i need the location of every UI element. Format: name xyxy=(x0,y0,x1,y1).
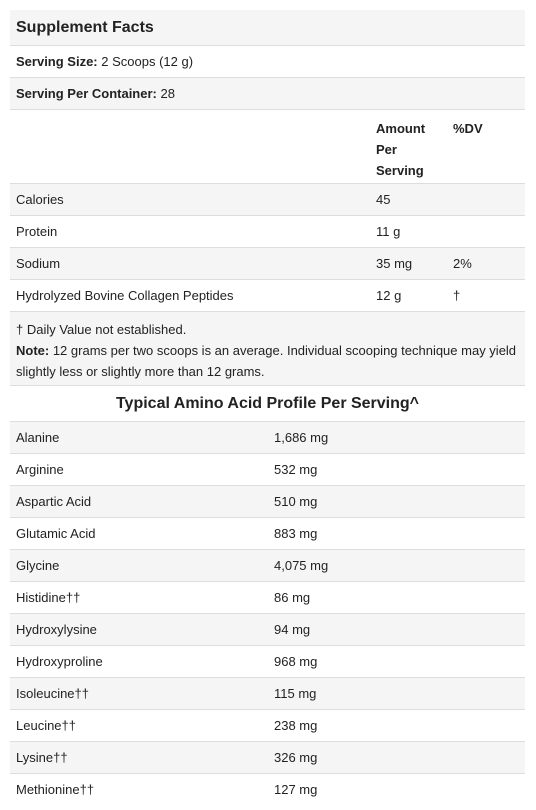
amino-acid-amount: 127 mg xyxy=(274,782,318,797)
amino-acid-row xyxy=(10,453,525,485)
supplement-facts-panel xyxy=(10,10,525,805)
serving-note xyxy=(16,340,519,382)
amino-acid-amount: 238 mg xyxy=(274,718,318,733)
nutrient-dv: 2% xyxy=(453,256,472,271)
nutrient-amount: 12 g xyxy=(376,288,402,303)
amino-acid-name: Isoleucine†† xyxy=(16,686,89,701)
nutrient-name: Protein xyxy=(16,224,58,239)
amino-acid-amount: 326 mg xyxy=(274,750,318,765)
amino-acid-row xyxy=(10,741,525,773)
nutrient-amount: 35 mg xyxy=(376,256,413,271)
amino-acid-profile-title: Typical Amino Acid Profile Per Serving^ xyxy=(10,385,525,421)
nutrient-row xyxy=(10,247,525,279)
amino-acid-row xyxy=(10,485,525,517)
amino-acid-name: Hydroxylysine xyxy=(16,622,97,637)
nutrient-header-row xyxy=(10,109,525,183)
amino-acid-amount: 115 mg xyxy=(274,686,317,701)
nutrient-row xyxy=(10,215,525,247)
amino-acid-name: Methionine†† xyxy=(16,782,95,797)
amino-acid-row xyxy=(10,645,525,677)
note-text: 12 grams per two scoops is an average. Individual scooping technique may yield slightly less or slightly more than 12 grams. xyxy=(16,343,517,379)
amino-acid-name: Glutamic Acid xyxy=(16,526,96,541)
amino-acid-row xyxy=(10,517,525,549)
nutrient-dv: † xyxy=(453,288,461,303)
amino-acid-amount: 968 mg xyxy=(274,654,318,669)
amino-acid-amount: 94 mg xyxy=(274,622,311,637)
daily-value-footnote: † Daily Value not established. xyxy=(16,322,187,337)
amino-acid-amount: 4,075 mg xyxy=(274,558,329,573)
servings-per-container-label: Serving Per Container: xyxy=(16,86,157,101)
nutrient-row xyxy=(10,183,525,215)
amino-acid-name: Hydroxyproline xyxy=(16,654,103,669)
amino-acid-amount: 1,686 mg xyxy=(274,430,329,445)
amino-acid-row xyxy=(10,613,525,645)
panel-title: Supplement Facts xyxy=(10,10,525,45)
serving-size-row xyxy=(10,45,525,77)
servings-per-container-value: 28 xyxy=(160,86,175,101)
amino-acid-name: Lysine†† xyxy=(16,750,68,765)
amount-per-serving-header: Amount Per Serving xyxy=(376,121,426,178)
amino-acid-amount: 532 mg xyxy=(274,462,318,477)
nutrient-name: Hydrolyzed Bovine Collagen Peptides xyxy=(16,288,234,303)
serving-size-label: Serving Size: xyxy=(16,54,98,69)
amino-acid-amount: 510 mg xyxy=(274,494,318,509)
daily-value-header: %DV xyxy=(453,121,483,136)
amino-acid-amount: 883 mg xyxy=(274,526,318,541)
note-label: Note: xyxy=(16,343,50,358)
servings-per-container-row xyxy=(10,77,525,109)
amino-acid-row xyxy=(10,773,525,805)
amino-acid-row xyxy=(10,581,525,613)
nutrient-amount: 45 xyxy=(376,192,391,207)
serving-size-value: 2 Scoops (12 g) xyxy=(101,54,194,69)
nutrient-name: Sodium xyxy=(16,256,61,271)
amino-acid-name: Alanine xyxy=(16,430,60,445)
nutrient-name: Calories xyxy=(16,192,64,207)
footnotes xyxy=(10,311,525,385)
amino-acid-name: Arginine xyxy=(16,462,64,477)
amino-acid-name: Leucine†† xyxy=(16,718,76,733)
amino-acid-row xyxy=(10,421,525,453)
amino-acid-name: Glycine xyxy=(16,558,60,573)
amino-acid-amount: 86 mg xyxy=(274,590,311,605)
amino-acid-row xyxy=(10,709,525,741)
amino-acid-row xyxy=(10,549,525,581)
amino-acid-name: Histidine†† xyxy=(16,590,81,605)
amino-acid-row xyxy=(10,677,525,709)
nutrient-row xyxy=(10,279,525,311)
amino-acid-name: Aspartic Acid xyxy=(16,494,92,509)
nutrient-amount: 11 g xyxy=(376,224,401,239)
